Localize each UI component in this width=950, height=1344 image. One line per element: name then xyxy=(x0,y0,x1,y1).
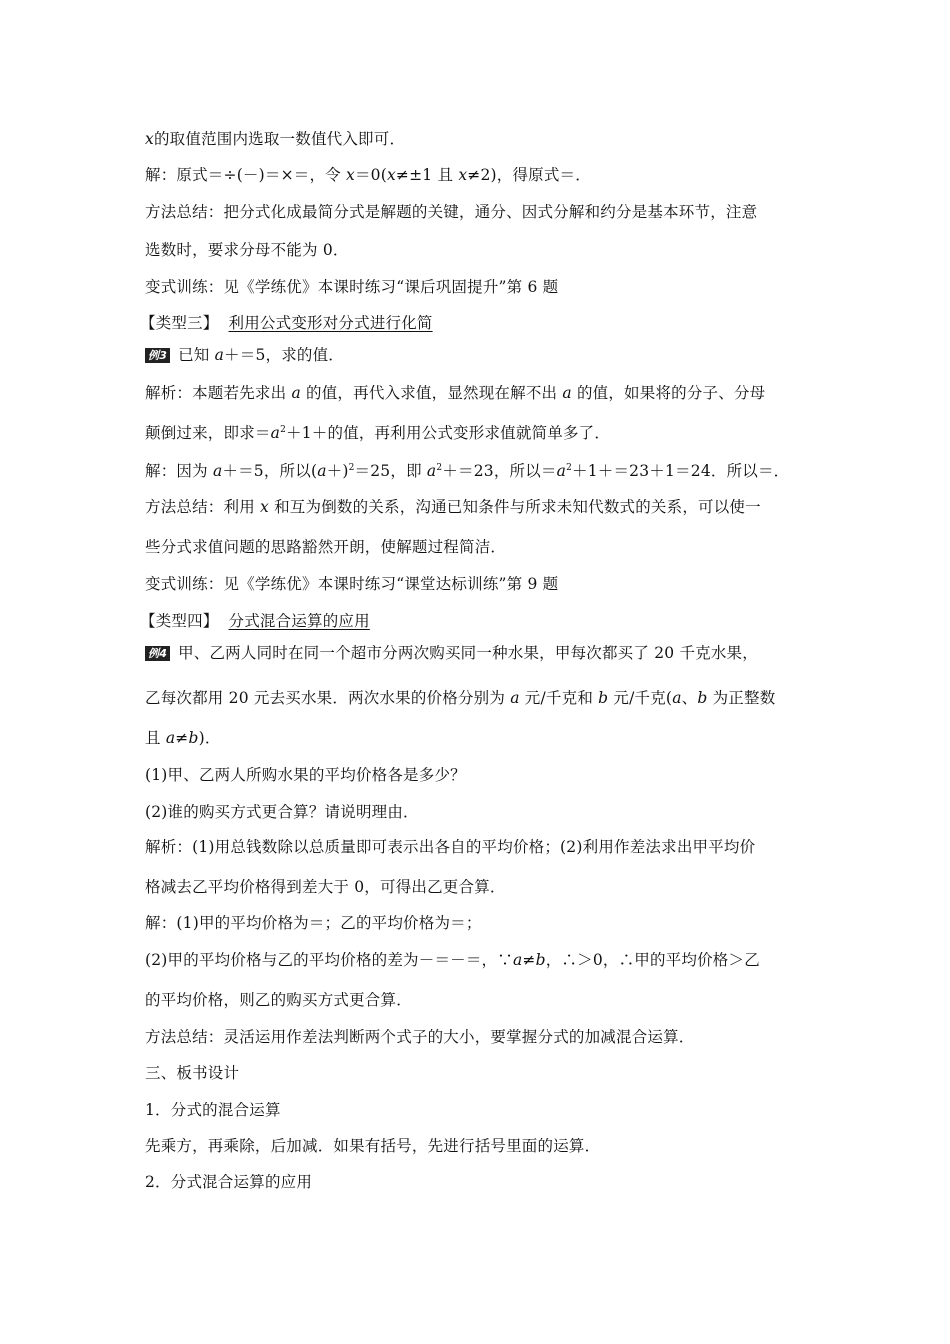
solution-line: 解：因为 a＋＝5，所以$(a+)^2=25$，即 $a^2+=23$，所以$=a^2+1+=23+1=24$．所以＝． xyxy=(145,462,790,480)
method-summary: 方法总结：利用 x 和互为倒数的关系，沟通已知条件与所求未知代数式的关系，可以使一 xyxy=(145,498,761,516)
text-line: 颠倒过来，即求$=a^2+1+$的值，再利用公式变形求值就简单多了． xyxy=(145,424,611,442)
text-line: 先乘方，再乘除，后加减．如果有括号，先进行括号里面的运算． xyxy=(145,1137,601,1155)
section-heading-type4: 【类型四】 分式混合运算的应用 xyxy=(140,612,370,630)
variant-training: 变式训练：见《学练优》本课时练习“课后巩固提升”第 6 题 xyxy=(145,278,559,296)
method-summary: 方法总结：把分式化成最简分式是解题的关键，通分、因式分解和约分是基本环节，注意 xyxy=(145,203,758,221)
text-line: 些分式求值问题的思路豁然开朗，使解题过程简洁． xyxy=(145,538,507,556)
solution-line: 解：(1)甲的平均价格为＝；乙的平均价格为＝； xyxy=(145,914,482,932)
example-3: 例3 已知 a＋＝5，求的值． xyxy=(145,345,815,365)
solution-line: (2)甲的平均价格与乙的平均价格的差为－＝－＝，∵a≠b，∴＞0，∴甲的平均价格＞乙 xyxy=(145,951,760,969)
text-line: 且 a≠b)． xyxy=(145,729,221,747)
board-item-2: 2．分式混合运算的应用 xyxy=(145,1173,313,1191)
text-line: x的取值范围内选取一数值代入即可． xyxy=(145,130,406,148)
section-heading: 三、板书设计 xyxy=(145,1064,240,1082)
text-line: 选数时，要求分母不能为 0． xyxy=(145,241,349,259)
text-line: 格减去乙平均价格得到差大于 0，可得出乙更合算． xyxy=(145,878,506,896)
text-line: 的平均价格，则乙的购买方式更合算． xyxy=(145,991,412,1009)
question-2: (2)谁的购买方式更合算？请说明理由． xyxy=(145,803,419,821)
analysis-line: 解析：本题若先求出 a 的值，再代入求值，显然现在解不出 a 的值，如果将的分子、分母 xyxy=(145,384,766,402)
example-badge: 例3 xyxy=(145,348,170,363)
analysis-line: 解析：(1)用总钱数除以总质量即可表示出各自的平均价格；(2)利用作差法求出甲平均价 xyxy=(145,838,756,856)
text-line: 乙每次都用 20 元去买水果．两次水果的价格分别为 a 元/千克和 b 元/千克(a、b 为正整数 xyxy=(145,689,776,707)
question-1: (1)甲、乙两人所购水果的平均价格各是多少？ xyxy=(145,766,466,784)
variant-training: 变式训练：见《学练优》本课时练习“课堂达标训练”第 9 题 xyxy=(145,575,559,593)
example-badge: 例4 xyxy=(145,646,170,661)
method-summary: 方法总结：灵活运用作差法判断两个式子的大小，要掌握分式的加减混合运算． xyxy=(145,1028,695,1046)
board-item-1: 1．分式的混合运算 xyxy=(145,1101,281,1119)
solution-line: 解：原式＝÷(－)＝×＝，令 x＝0(x≠±1 且 x≠2)，得原式＝． xyxy=(145,166,591,184)
section-heading-type3: 【类型三】 利用公式变形对分式进行化简 xyxy=(140,314,433,332)
example-4: 例4 甲、乙两人同时在同一个超市分两次购买同一种水果，甲每次都买了 20 千克水果， xyxy=(145,643,815,663)
